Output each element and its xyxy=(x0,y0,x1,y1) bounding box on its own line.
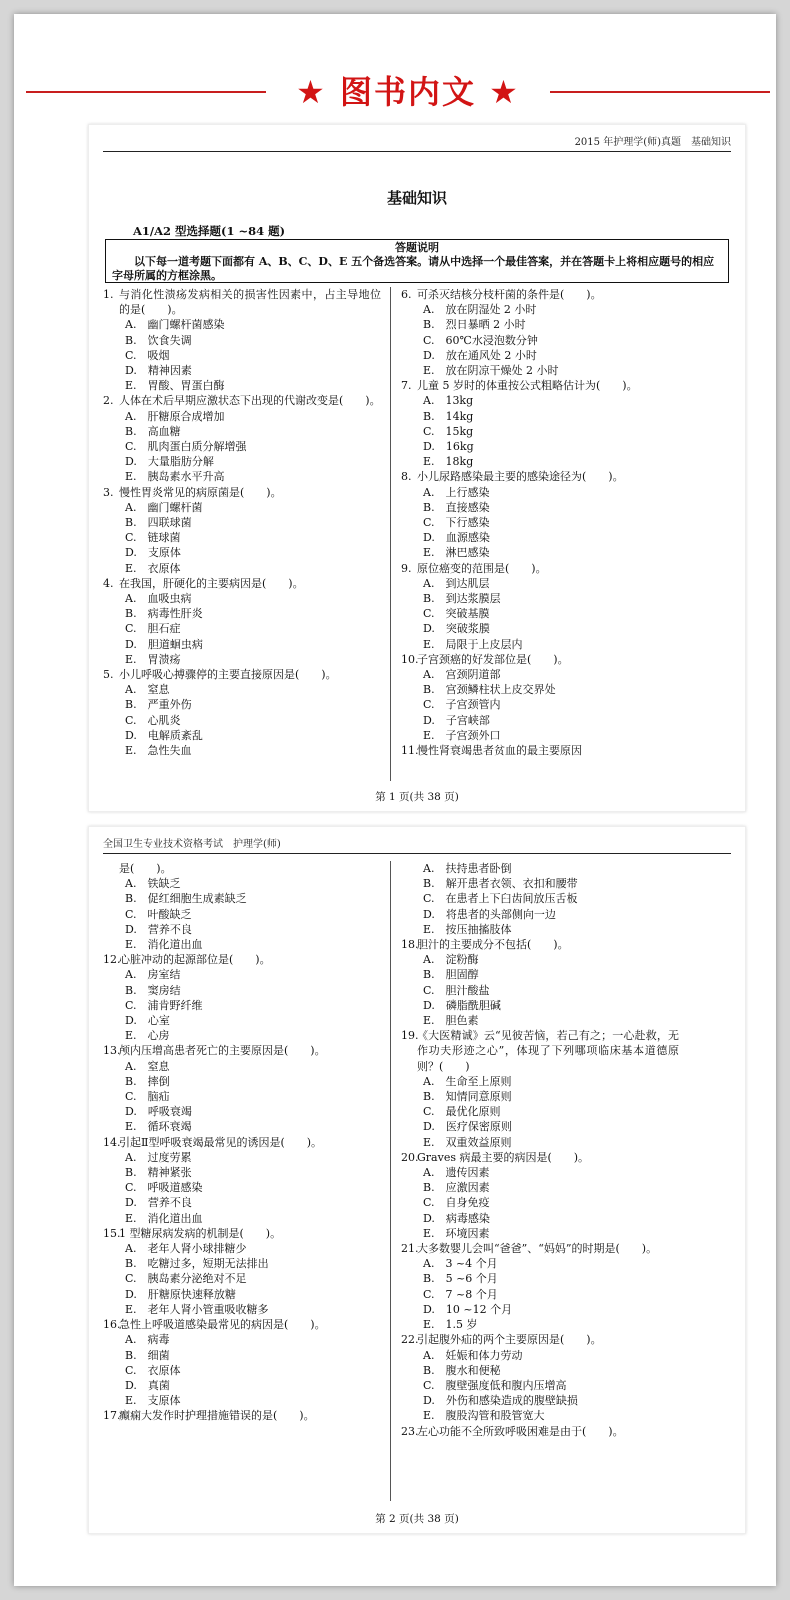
answer-option: B. 窦房结 xyxy=(125,983,181,997)
answer-option: A. 幽门螺杆菌感染 xyxy=(125,318,225,332)
answer-option: B. 直接感染 xyxy=(423,500,490,514)
question-number: 20. xyxy=(401,1150,419,1164)
answer-option: A. 幽门螺杆菌 xyxy=(125,500,203,514)
answer-option: B. 5 ~6 个月 xyxy=(423,1272,498,1286)
answer-option: B. 14kg xyxy=(423,409,474,423)
answer-option: C. 最优化原则 xyxy=(423,1105,501,1119)
question-stem xyxy=(103,485,381,500)
question-stem xyxy=(103,287,381,317)
answer-option: E. 1.5 岁 xyxy=(423,1318,478,1332)
answer-option: D. 10 ~12 个月 xyxy=(423,1302,513,1316)
answer-option: E. 支原体 xyxy=(125,1394,181,1408)
question-stem xyxy=(103,1226,381,1241)
column-divider xyxy=(390,861,391,1501)
column-divider xyxy=(390,287,391,781)
answer-option: E. 环境因素 xyxy=(423,1226,490,1240)
answer-option: E. 按压抽搐肢体 xyxy=(423,922,512,936)
question-number: 1. xyxy=(103,288,114,301)
question-text: Graves 病最主要的病因是( )。 xyxy=(417,1150,590,1164)
question-stem xyxy=(401,287,679,302)
question-text: 是( )。 xyxy=(119,862,172,875)
answer-option: E. 急性失血 xyxy=(125,744,192,758)
question-stem xyxy=(401,937,679,952)
answer-option: A. 上行感染 xyxy=(423,485,490,499)
section-heading: A1/A2 型选择题(1 ~84 题) xyxy=(133,224,286,238)
answer-option: D. 磷脂酰胆碱 xyxy=(423,998,501,1012)
answer-option: B. 摔倒 xyxy=(125,1074,170,1088)
answer-option: D. 心室 xyxy=(125,1014,170,1028)
answer-option: E. 放在阴凉干燥处 2 小时 xyxy=(423,364,559,378)
page-number: 第 2 页(共 38 页) xyxy=(375,1513,459,1525)
question-stem xyxy=(103,1408,381,1423)
answer-option: D. 胆道蛔虫病 xyxy=(125,637,203,651)
instructions-box xyxy=(105,239,729,283)
running-header: 全国卫生专业技术资格考试 护理学(师) xyxy=(103,839,281,850)
answer-option: A. 放在阴湿处 2 小时 xyxy=(423,303,537,317)
answer-option: C. 突破基膜 xyxy=(423,607,490,621)
banner-title: ★ 图书内文 ★ xyxy=(296,73,520,111)
answer-option: C. 吸烟 xyxy=(125,348,170,362)
answer-option: A. 铁缺乏 xyxy=(125,877,181,891)
question-stem xyxy=(401,652,679,667)
question-number: 22. xyxy=(401,1333,419,1347)
answer-option: B. 吃糖过多，短期无法排出 xyxy=(125,1257,269,1271)
answer-option: C. 60℃水浸泡数分钟 xyxy=(423,333,538,347)
question-text: 引起Ⅱ型呼吸衰竭最常见的诱因是( )。 xyxy=(119,1135,323,1149)
answer-option: A. 生命至上原则 xyxy=(423,1074,512,1088)
question-stem xyxy=(401,1424,679,1439)
answer-option: D. 电解质紊乱 xyxy=(125,728,203,742)
answer-option: C. 呼吸道感染 xyxy=(125,1181,203,1195)
question-number: 5. xyxy=(103,668,114,682)
question-text: 可杀灭结核分枝杆菌的条件是( )。 xyxy=(417,288,602,301)
question-number: 11. xyxy=(401,744,419,758)
answer-option: A. 窒息 xyxy=(125,1059,170,1073)
answer-option: A. 肝糖原合成增加 xyxy=(125,409,225,423)
answer-option: E. 消化道出血 xyxy=(125,938,203,952)
answer-option: A. 老年人肾小球排糖少 xyxy=(125,1242,247,1256)
image-frame xyxy=(14,14,776,1586)
question-text: 人体在术后早期应激状态下出现的代谢改变是( )。 xyxy=(119,394,381,408)
answer-option: D. 16kg xyxy=(423,440,474,454)
question-text: 癫痫大发作时护理措施错误的是( )。 xyxy=(119,1409,315,1423)
answer-option: B. 知情同意原则 xyxy=(423,1090,512,1104)
answer-option: D. 外伤和感染造成的腹壁缺损 xyxy=(423,1394,578,1408)
question-stem xyxy=(401,743,679,758)
question-text: 小儿呼吸心搏骤停的主要直接原因是( )。 xyxy=(119,668,337,682)
answer-option: B. 促红细胞生成素缺乏 xyxy=(125,892,247,906)
answer-option: A. 窒息 xyxy=(125,683,170,697)
question-text: 慢性肾衰竭患者贫血的最主要原因 xyxy=(417,744,582,758)
answer-option: B. 严重外伤 xyxy=(125,698,192,712)
answer-option: D. 病毒感染 xyxy=(423,1211,490,1225)
book-page-2 xyxy=(88,826,746,1534)
answer-option: E. 衣原体 xyxy=(125,561,181,575)
question-number: 19. xyxy=(401,1029,419,1043)
question-stem xyxy=(103,667,381,682)
question-number: 4. xyxy=(103,576,114,590)
instructions-title: 答题说明 xyxy=(395,241,439,254)
instructions-body: 以下每一道考题下面都有 A、B、C、D、E 五个备选答案。请从中选择一个最佳答案，并在答题卡上将相应题号的相应字母所属的方框涂黑。 xyxy=(112,255,715,282)
answer-option: C. 胰岛素分泌绝对不足 xyxy=(125,1272,247,1286)
answer-option: C. 衣原体 xyxy=(125,1363,181,1377)
question-text: 左心功能不全所致呼吸困难是由于( )。 xyxy=(417,1424,624,1438)
answer-option: B. 四联球菌 xyxy=(125,516,192,530)
answer-option: D. 支原体 xyxy=(125,546,181,560)
answer-option: B. 宫颈鳞柱状上皮交界处 xyxy=(423,683,556,697)
answer-option: A. 宫颈阴道部 xyxy=(423,668,501,682)
answer-option: B. 饮食失调 xyxy=(125,333,192,347)
answer-option: D. 真菌 xyxy=(125,1378,170,1392)
answer-option: C. 心肌炎 xyxy=(125,713,181,727)
question-stem xyxy=(103,1135,381,1150)
question-number: 2. xyxy=(103,394,114,408)
answer-option: C. 肌肉蛋白质分解增强 xyxy=(125,440,247,454)
answer-option: D. 将患者的头部侧向一边 xyxy=(423,907,556,921)
answer-option: C. 叶酸缺乏 xyxy=(125,907,192,921)
question-number: 16. xyxy=(103,1318,121,1332)
question-number: 7. xyxy=(401,379,412,393)
question-stem xyxy=(401,1150,679,1165)
answer-option: E. 胰岛素水平升高 xyxy=(125,470,225,484)
question-number: 10. xyxy=(401,652,419,666)
answer-option: C. 链球菌 xyxy=(125,531,181,545)
question-text: 1 型糖尿病发病的机制是( )。 xyxy=(119,1226,282,1240)
question-column-right xyxy=(401,861,679,1439)
question-text: 在我国，肝硬化的主要病因是( )。 xyxy=(119,576,304,590)
answer-option: B. 高血糖 xyxy=(125,424,181,438)
answer-option: E. 老年人肾小管重吸收糖多 xyxy=(125,1302,269,1316)
answer-option: E. 局限于上皮层内 xyxy=(423,637,523,651)
answer-option: A. 3 ~4 个月 xyxy=(423,1257,498,1271)
answer-option: D. 营养不良 xyxy=(125,1196,192,1210)
question-text: 胆汁的主要成分不包括( )。 xyxy=(417,938,569,952)
question-text: 引起腹外疝的两个主要原因是( )。 xyxy=(417,1333,602,1347)
answer-option: E. 淋巴感染 xyxy=(423,546,490,560)
question-number: 6. xyxy=(401,288,412,301)
question-stem xyxy=(401,469,679,484)
answer-option: E. 胃酸、胃蛋白酶 xyxy=(125,379,225,393)
answer-option: E. 18kg xyxy=(423,455,474,469)
page-number: 第 1 页(共 38 页) xyxy=(375,791,459,803)
answer-option: C. 浦肯野纤维 xyxy=(125,998,203,1012)
answer-option: D. 大量脂肪分解 xyxy=(125,455,214,469)
question-stem xyxy=(103,1317,381,1332)
question-number: 23. xyxy=(401,1424,419,1438)
answer-option: D. 肝糖原快速释放糖 xyxy=(125,1287,236,1301)
question-stem xyxy=(103,576,381,591)
question-stem xyxy=(103,861,381,876)
answer-option: C. 7 ~8 个月 xyxy=(423,1287,498,1301)
banner xyxy=(14,70,776,114)
answer-option: B. 腹水和便秘 xyxy=(423,1363,501,1377)
answer-option: A. 过度劳累 xyxy=(125,1150,192,1164)
answer-option: B. 解开患者衣领、衣扣和腰带 xyxy=(423,877,578,891)
question-number: 14. xyxy=(103,1135,121,1149)
answer-option: A. 妊娠和体力劳动 xyxy=(423,1348,523,1362)
answer-option: E. 子宫颈外口 xyxy=(423,728,501,742)
running-header: 2015 年护理学(师)真题 基础知识 xyxy=(574,137,731,148)
question-text: 儿童 5 岁时的体重按公式粗略估计为( )。 xyxy=(417,379,638,393)
question-stem xyxy=(401,1241,679,1256)
question-text: 与消化性溃疡发病相关的损害性因素中，占主导地位的是( )。 xyxy=(119,288,381,317)
question-column-left xyxy=(103,287,381,758)
answer-option: A. 扶持患者卧倒 xyxy=(423,862,512,875)
question-stem xyxy=(401,378,679,393)
answer-option: D. 精神因素 xyxy=(125,364,192,378)
banner-rule-right xyxy=(550,91,770,93)
answer-option: C. 自身免疫 xyxy=(423,1196,490,1210)
answer-option: D. 营养不良 xyxy=(125,922,192,936)
question-text: 原位癌变的范围是( )。 xyxy=(417,561,547,575)
answer-option: C. 胆石症 xyxy=(125,622,181,636)
answer-option: A. 血吸虫病 xyxy=(125,592,192,606)
question-text: 子宫颈癌的好发部位是( )。 xyxy=(417,652,569,666)
header-rule xyxy=(103,853,731,854)
answer-option: A. 房室结 xyxy=(125,968,181,982)
answer-option: D. 血源感染 xyxy=(423,531,490,545)
question-stem xyxy=(103,393,381,408)
question-column-left xyxy=(103,861,381,1424)
answer-option: A. 到达肌层 xyxy=(423,576,490,590)
answer-option: D. 呼吸衰竭 xyxy=(125,1105,192,1119)
answer-option: A. 淀粉酶 xyxy=(423,953,479,967)
answer-option: D. 放在通风处 2 小时 xyxy=(423,348,537,362)
answer-option: E. 消化道出血 xyxy=(125,1211,203,1225)
answer-option: D. 子宫峡部 xyxy=(423,713,490,727)
question-column-right xyxy=(401,287,679,758)
question-number: 21. xyxy=(401,1242,419,1256)
answer-option: D. 医疗保密原则 xyxy=(423,1120,512,1134)
answer-option: C. 脑疝 xyxy=(125,1090,170,1104)
answer-option: A. 病毒 xyxy=(125,1333,170,1347)
answer-option: E. 腹股沟管和股管宽大 xyxy=(423,1409,545,1423)
answer-option: D. 突破浆膜 xyxy=(423,622,490,636)
answer-option: C. 腹壁强度低和腹内压增高 xyxy=(423,1378,567,1392)
answer-option: E. 胃溃疡 xyxy=(125,652,181,666)
page-title: 基础知识 xyxy=(386,189,447,207)
question-text: 慢性胃炎常见的病原菌是( )。 xyxy=(119,485,282,499)
answer-option: B. 到达浆膜层 xyxy=(423,592,501,606)
question-stem xyxy=(401,1028,679,1074)
answer-option: B. 精神紧张 xyxy=(125,1166,192,1180)
question-stem xyxy=(401,1332,679,1347)
question-number: 12. xyxy=(103,953,121,967)
header-rule xyxy=(103,151,731,152)
answer-option: B. 烈日暴晒 2 小时 xyxy=(423,318,526,332)
question-text: 急性上呼吸道感染最常见的病因是( )。 xyxy=(119,1318,326,1332)
question-number: 9. xyxy=(401,561,412,575)
question-number: 18. xyxy=(401,938,419,952)
answer-option: E. 双重效益原则 xyxy=(423,1135,512,1149)
answer-option: C. 15kg xyxy=(423,424,474,438)
answer-option: C. 胆汁酸盐 xyxy=(423,983,490,997)
question-number: 17. xyxy=(103,1409,121,1423)
answer-option: B. 应激因素 xyxy=(423,1181,490,1195)
question-stem xyxy=(103,952,381,967)
question-text: 大多数婴儿会叫“爸爸”、“妈妈”的时期是( )。 xyxy=(417,1242,658,1256)
book-page-1 xyxy=(88,124,746,812)
answer-option: A. 遗传因素 xyxy=(423,1166,490,1180)
answer-option: C. 子宫颈管内 xyxy=(423,698,501,712)
answer-option: C. 下行感染 xyxy=(423,516,490,530)
answer-option: E. 胆色素 xyxy=(423,1014,479,1028)
answer-option: B. 细菌 xyxy=(125,1348,170,1362)
question-number: 3. xyxy=(103,485,114,499)
answer-option: B. 病毒性肝炎 xyxy=(125,607,203,621)
question-text: 《大医精诚》云“见彼苦恼，若己有之；一心赴救，无作功夫形迹之心”，体现了下列哪项临床基本道德原则？( ) xyxy=(417,1029,679,1073)
question-number: 13. xyxy=(103,1044,121,1058)
question-number: 8. xyxy=(401,470,412,484)
answer-option: E. 循环衰竭 xyxy=(125,1120,192,1134)
answer-option: C. 在患者上下臼齿间放压舌板 xyxy=(423,892,578,906)
answer-option: B. 胆固醇 xyxy=(423,968,479,982)
question-text: 小儿尿路感染最主要的感染途径为( )。 xyxy=(417,470,624,484)
banner-rule-left xyxy=(26,91,266,93)
answer-option: E. 心房 xyxy=(125,1029,170,1043)
question-number: 15. xyxy=(103,1226,121,1240)
question-text: 心脏冲动的起源部位是( )。 xyxy=(119,953,271,967)
question-stem xyxy=(401,561,679,576)
question-text: 颅内压增高患者死亡的主要原因是( )。 xyxy=(119,1044,326,1058)
answer-option: A. 13kg xyxy=(423,394,474,408)
question-stem xyxy=(103,1043,381,1058)
